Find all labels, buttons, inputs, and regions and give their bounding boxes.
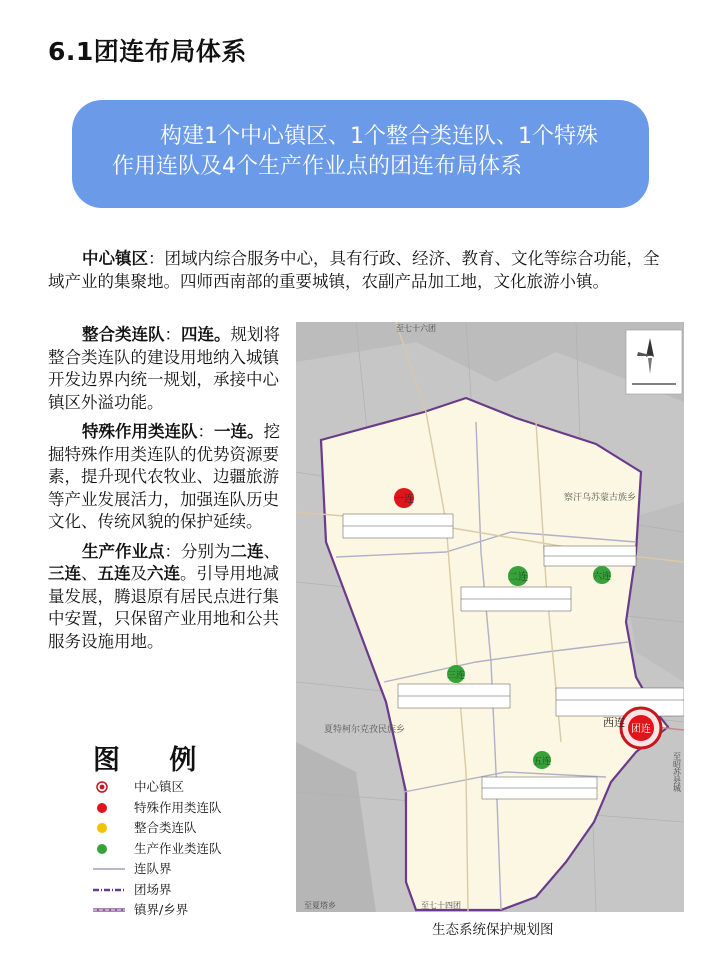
- company-label-1: 一连: [394, 494, 414, 505]
- integrated-paragraph: [48, 324, 286, 414]
- banner-line-2: 作用连队及4个生产作业点的团连布局体系: [112, 154, 522, 179]
- production-s2: 、: [81, 564, 98, 583]
- summary-banner: [72, 100, 649, 208]
- description-column: [48, 324, 286, 660]
- map-svg: [296, 322, 684, 912]
- production-v4: 六连: [147, 564, 180, 583]
- special-text: 挖掘特殊作用类连队的优势资源要素，提升现代农牧业、边疆旅游等产业发展活力，加强连队历史文化、传统风貌的保护延续。: [48, 422, 280, 531]
- center-town-text: ：团域内综合服务中心，具有行政、经济、教育、文化等综合功能，全域产业的集聚地。四师西南部的重要城镇，农副产品加工地，文化旅游小镇。: [48, 249, 660, 291]
- company-label-6: 六连: [592, 572, 612, 582]
- legend-title: 图 例: [93, 745, 217, 776]
- production-paragraph: [48, 541, 286, 654]
- special-colon: ：: [197, 422, 214, 441]
- special-label: 特殊作用类连队: [82, 422, 198, 441]
- production-label: 生产作业点: [82, 541, 165, 561]
- integrated-label: 整合类连队: [82, 325, 165, 344]
- center-town-label: 中心镇区: [82, 249, 148, 268]
- top-road-label: 至七十六团: [396, 324, 436, 333]
- bottom-left-label: 至夏塔乡: [304, 901, 336, 910]
- left-place-label: 夏特柯尔克孜民族乡: [324, 725, 406, 735]
- planning-map: [296, 322, 684, 912]
- map-caption: 生态系统保护规划图: [432, 922, 554, 938]
- legend-label: 镇界/乡界: [134, 902, 189, 917]
- right-edge-label: 至昭苏县城: [672, 752, 682, 792]
- legend-item-integrated: [92, 818, 272, 839]
- red-dot-icon: [92, 798, 126, 818]
- legend-item-township-boundary: [92, 900, 272, 921]
- special-value: 一连。: [214, 422, 264, 441]
- legend-label: 连队界: [134, 861, 172, 876]
- center-town-icon: [92, 777, 126, 797]
- company-label-3: 三连: [446, 671, 466, 681]
- integrated-text: 规划将整合类连队的建设用地纳入城镇开发边界内统一规划，承接中心镇区外溢功能。: [48, 325, 280, 412]
- legend-item-production: [92, 839, 272, 860]
- center-town-paragraph: [48, 248, 668, 293]
- banner-line-1: 构建1个中心镇区、1个整合类连队、1个特殊: [160, 124, 598, 149]
- regiment-boundary-line: [92, 880, 126, 900]
- legend-label: 生产作业类连队: [134, 840, 222, 856]
- center-town-marker[interactable]: [621, 708, 661, 748]
- company-marker-3[interactable]: [447, 665, 465, 683]
- company-marker-5[interactable]: [533, 751, 551, 769]
- production-s4: 。: [180, 564, 197, 583]
- special-paragraph: [48, 421, 286, 534]
- legend: [92, 777, 272, 921]
- production-v1: 二连: [230, 541, 264, 561]
- company-marker-2[interactable]: [508, 566, 528, 586]
- township-boundary-line: [92, 900, 126, 920]
- company-label-2: 二连: [508, 572, 528, 583]
- company-label-5: 五连: [532, 757, 552, 767]
- legend-item-special: [92, 798, 272, 819]
- right-place-label: 察汗乌苏蒙古族乡: [564, 493, 637, 503]
- production-text: 引导用地减量发展，腾退原有居民点进行集中安置，只保留产业用地和公共服务设施用地。: [48, 564, 279, 651]
- west-company-label: 西连: [603, 716, 625, 729]
- production-s3: 及: [130, 564, 147, 583]
- yellow-dot-icon: [92, 818, 126, 838]
- company-boundary-line: [92, 859, 126, 879]
- legend-item-center-town: [92, 777, 272, 798]
- integrated-value: 四连。: [181, 325, 231, 344]
- production-colon: ：分别为: [164, 541, 231, 561]
- integrated-colon: ：: [164, 325, 181, 344]
- legend-item-company-boundary: [92, 859, 272, 880]
- production-v2: 三连: [48, 564, 81, 583]
- green-dot-icon: [92, 839, 126, 859]
- legend-label: 中心镇区: [134, 779, 185, 794]
- bottom-road-label: 至七十四团: [421, 901, 461, 910]
- production-s1: 、: [263, 541, 280, 561]
- company-marker-1[interactable]: [394, 488, 414, 508]
- production-v3: 五连: [97, 564, 131, 583]
- legend-item-regiment-boundary: [92, 880, 272, 901]
- legend-label: 整合类连队: [134, 820, 197, 835]
- page-title: 6.1团连布局体系: [48, 37, 247, 66]
- company-marker-6[interactable]: [593, 566, 611, 584]
- legend-label: 特殊作用类连队: [134, 799, 222, 815]
- legend-label: 团场界: [134, 881, 172, 897]
- center-town-label: 团连: [631, 724, 651, 735]
